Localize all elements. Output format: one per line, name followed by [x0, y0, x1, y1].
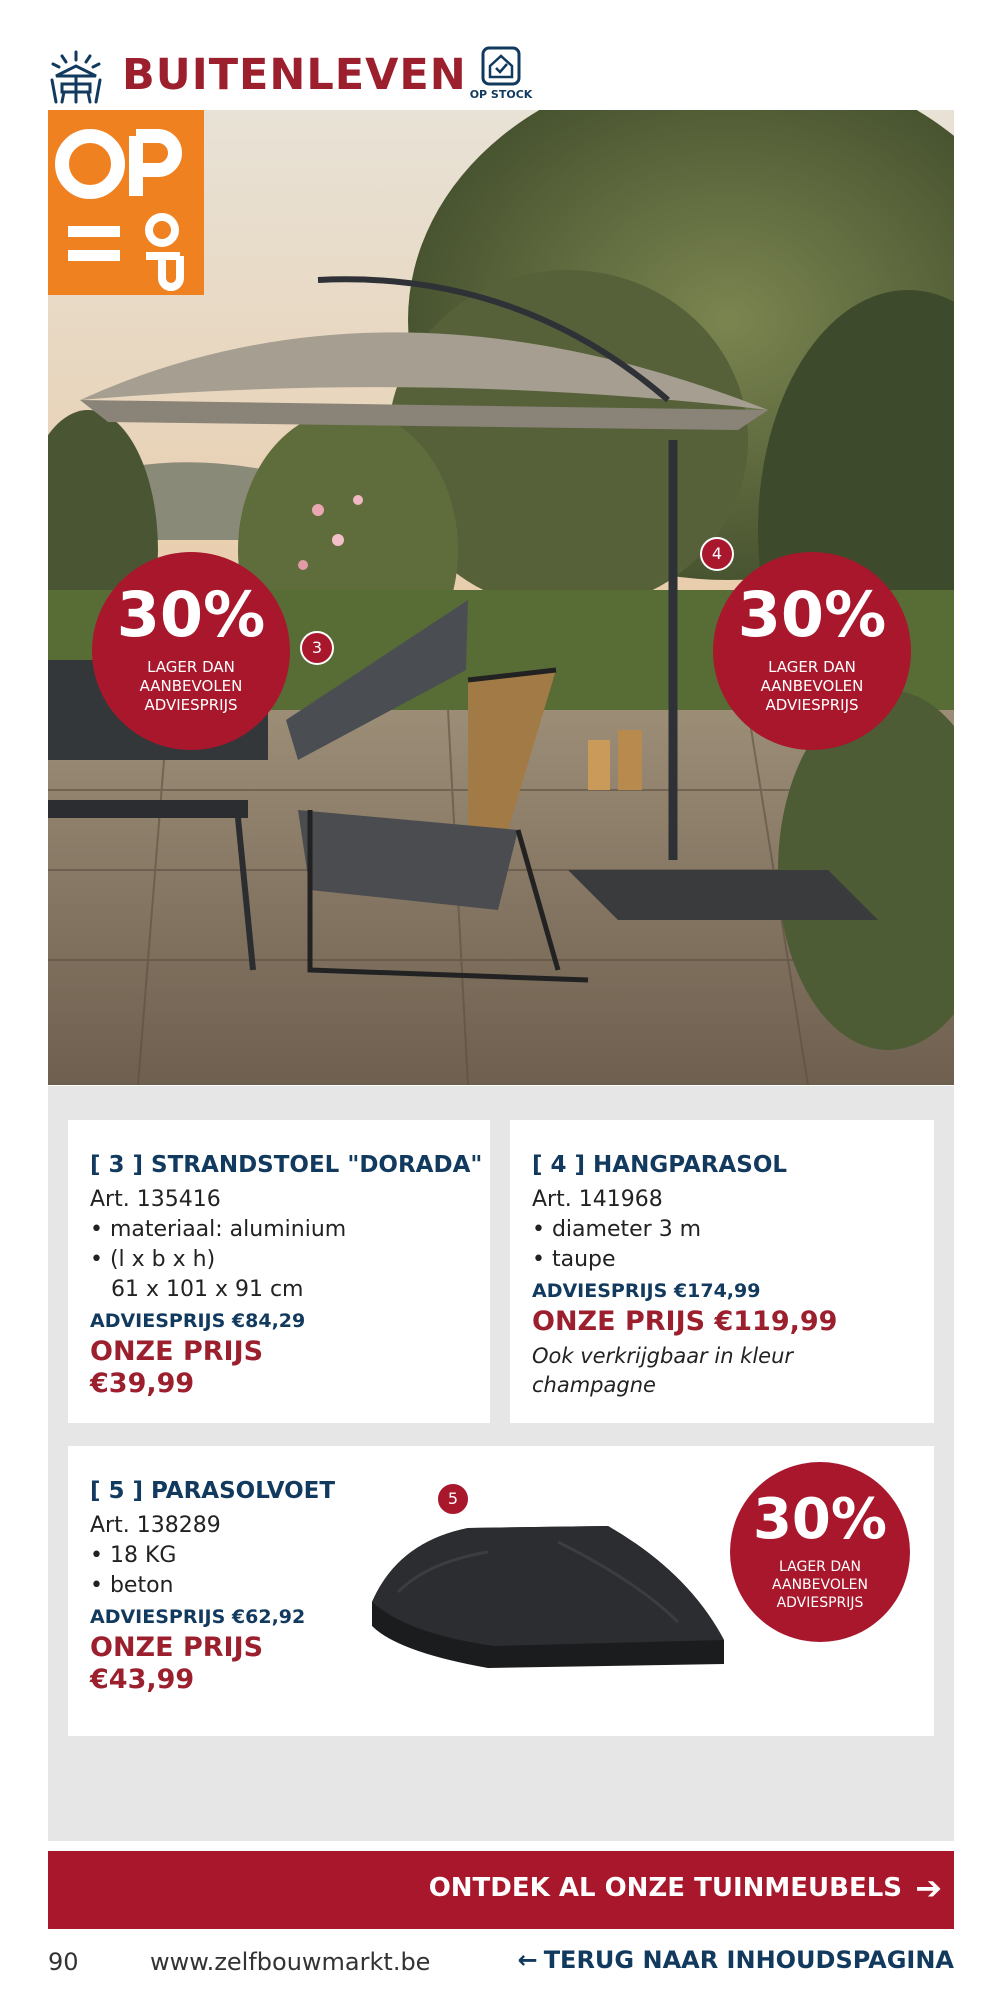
discount-percent: 30%: [752, 1487, 888, 1552]
product-art: Art. 135416: [90, 1187, 221, 1212]
discount-subtext: [713, 658, 911, 715]
onze-prijs-label: ONZE PRIJS: [90, 1336, 264, 1367]
arrow-left-icon: ←: [517, 1946, 538, 1974]
product-spec: • materiaal: aluminium: [90, 1217, 347, 1242]
discount-percent: 30%: [737, 578, 887, 651]
product-title: [ 4 ] HANGPARASOL: [532, 1152, 788, 1178]
product-spec: 61 x 101 x 91 cm: [90, 1277, 304, 1302]
advies-price: ADVIESPRIJS €62,92: [90, 1606, 306, 1628]
discount-line: ADVIESPRIJS: [144, 696, 238, 714]
discount-badge-base: [730, 1462, 910, 1642]
product-marker-4: 4: [700, 537, 734, 571]
onze-prijs-value: €43,99: [90, 1664, 195, 1695]
onze-prijs-value: €39,99: [90, 1368, 195, 1399]
product-spec: • taupe: [532, 1247, 616, 1272]
back-to-contents-link[interactable]: [518, 1946, 954, 1974]
discount-line: LAGER DAN: [779, 1559, 861, 1575]
house-check-icon: [481, 46, 521, 86]
discount-line: AANBEVOLEN: [772, 1577, 868, 1593]
product-card-hangparasol: [510, 1120, 934, 1423]
product-spec: • 18 KG: [90, 1543, 177, 1568]
product-spec: • beton: [90, 1573, 174, 1598]
color-note: champagne: [532, 1373, 656, 1397]
discount-subtext: [730, 1558, 910, 1612]
product-spec: • diameter 3 m: [532, 1217, 702, 1242]
discount-subtext: [92, 658, 290, 715]
product-title: [ 3 ] STRANDSTOEL "DORADA": [90, 1152, 483, 1178]
discount-line: AANBEVOLEN: [139, 677, 243, 695]
op-is-op-logo: [48, 110, 204, 295]
discount-badge-chair: [92, 552, 290, 750]
product-art: Art. 138289: [90, 1513, 221, 1538]
discount-line: AANBEVOLEN: [760, 677, 864, 695]
discount-badge-parasol: [713, 552, 911, 750]
onze-prijs-label: ONZE PRIJS: [90, 1632, 264, 1663]
advies-price: ADVIESPRIJS €84,29: [90, 1310, 306, 1332]
outdoor-furniture-icon: [48, 50, 104, 104]
arrow-right-icon: ➔: [915, 1869, 942, 1907]
cta-label: ONTDEK AL ONZE TUINMEUBELS: [428, 1873, 902, 1903]
website-link[interactable]: www.zelfbouwmarkt.be: [150, 1948, 431, 1976]
onze-prijs: ONZE PRIJS €119,99: [532, 1306, 838, 1337]
product-marker-5: 5: [436, 1482, 470, 1516]
tuinmeubels-cta-button[interactable]: [48, 1851, 954, 1929]
discount-percent: 30%: [116, 578, 266, 651]
discount-line: LAGER DAN: [147, 658, 235, 676]
product-card-parasolvoet: [68, 1446, 934, 1736]
product-art: Art. 141968: [532, 1187, 663, 1212]
discount-line: LAGER DAN: [768, 658, 856, 676]
product-marker-3: 3: [300, 631, 334, 665]
back-label: TERUG NAAR INHOUDSPAGINA: [543, 1946, 954, 1974]
product-card-strandstoel: [68, 1120, 490, 1423]
op-is-op-badge: [48, 110, 204, 295]
product-spec: • (l x b x h): [90, 1247, 216, 1272]
advies-price: ADVIESPRIJS €174,99: [532, 1280, 761, 1302]
product-title: [ 5 ] PARASOLVOET: [90, 1478, 336, 1504]
color-note: Ook verkrijgbaar in kleur: [532, 1344, 794, 1368]
parasol-base-image: [358, 1522, 738, 1692]
page-title: BUITENLEVEN: [122, 50, 467, 100]
stock-indicator: [466, 46, 536, 102]
discount-line: ADVIESPRIJS: [765, 696, 859, 714]
page-number: 90: [48, 1948, 79, 1976]
discount-line: ADVIESPRIJS: [776, 1595, 864, 1611]
stock-label: OP STOCK: [469, 88, 533, 101]
